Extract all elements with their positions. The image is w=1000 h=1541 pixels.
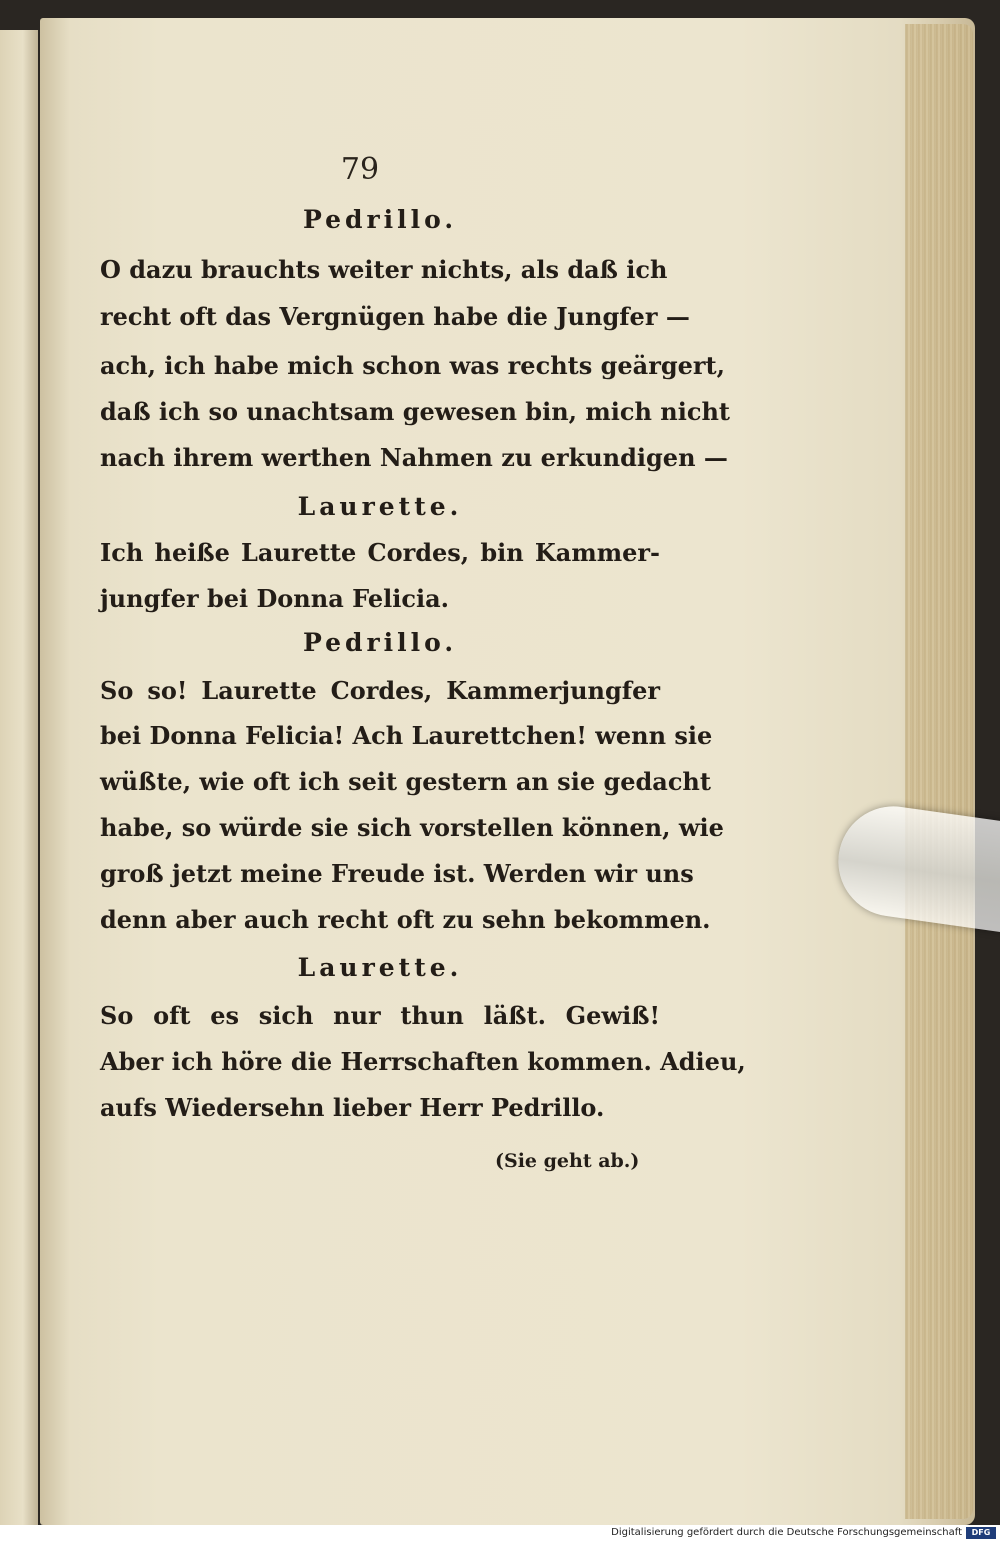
text-line: bei Donna Felicia! Ach Laurettchen! wenn sie xyxy=(100,721,713,750)
speaker-name: Laurette. xyxy=(297,953,463,982)
speaker-name: Pedrillo. xyxy=(302,628,458,657)
text-line: Aber ich höre die Herrschaften kommen. Adieu, xyxy=(100,1047,746,1076)
speaker-name: Laurette. xyxy=(297,492,463,521)
previous-page-edge xyxy=(0,30,38,1525)
text-line: O dazu brauchts weiter nichts, als daß ich xyxy=(100,255,668,284)
text-line: jungfer bei Donna Felicia. xyxy=(100,584,449,613)
text-line: recht oft das Vergnügen habe die Jungfer — xyxy=(100,302,690,331)
text-line: habe, so würde sie sich vorstellen können, wie xyxy=(100,813,724,842)
speaker-name: Pedrillo. xyxy=(302,205,458,234)
text-line: Ich heiße Laurette Cordes, bin Kammer- xyxy=(100,538,660,567)
text-line: daß ich so unachtsam gewesen bin, mich nicht xyxy=(100,397,731,426)
text-line: So so! Laurette Cordes, Kammerjungfer xyxy=(100,676,660,705)
text-line: nach ihrem werthen Nahmen zu erkundigen — xyxy=(100,443,728,472)
dfg-logo: DFG xyxy=(966,1527,996,1539)
page-stack-edges xyxy=(905,24,973,1519)
footer-credit: Digitalisierung gefördert durch die Deutsche Forschungsgemeinschaft xyxy=(611,1527,962,1538)
text-line: denn aber auch recht oft zu sehn bekommen. xyxy=(100,905,711,934)
stage-direction: (Sie geht ab.) xyxy=(495,1150,640,1172)
page-number: 79 xyxy=(340,152,380,187)
text-line: aufs Wiedersehn lieber Herr Pedrillo. xyxy=(100,1093,605,1122)
text-line: ach, ich habe mich schon was rechts geärgert, xyxy=(100,351,725,380)
text-line: wüßte, wie oft ich seit gestern an sie gedacht xyxy=(100,767,711,796)
text-line: groß jetzt meine Freude ist. Werden wir uns xyxy=(100,859,694,888)
text-line: So oft es sich nur thun läßt. Gewiß! xyxy=(100,1001,660,1030)
